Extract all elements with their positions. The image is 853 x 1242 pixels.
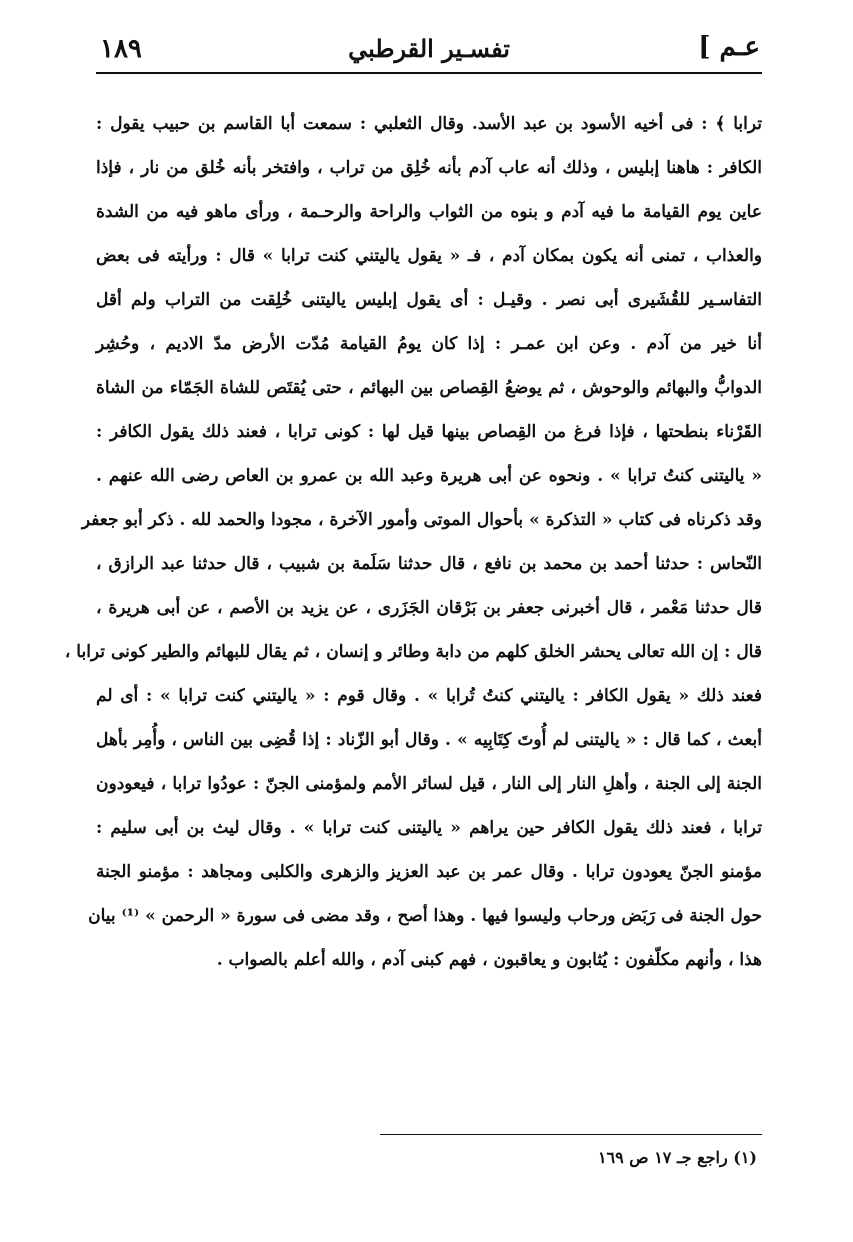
header-rule — [96, 72, 762, 74]
text-line: هذا ، وأنهم مكلّفون : يُثابون و يعاقبون ، فهم كبنى آدم ، والله أعلم بالصواب . — [216, 950, 762, 970]
text-line: فعند ذلك « يقول الكافر : ياليتني كنتُ تُرابا » . وقال قوم : « ياليتني كنت ترابا » : أى لم — [96, 686, 762, 706]
text-line: القَرْناء بنطحتها ، فإذا فرغ من القِصاص بينها قيل لها : كونى ترابا ، فعند ذلك يقول الكافر : — [96, 422, 762, 442]
page-header — [96, 26, 762, 70]
text-line: مؤمنو الجنّ يعودون ترابا . وقال عمر بن عبد العزيز والزهرى والكلبى ومجاهد : مؤمنو الجنة — [96, 862, 762, 882]
text-line: الكافر : هاهنا إبليس ، وذلك أنه عاب آدم بأنه خُلِق من تراب ، وافتخر بأنه خُلق من نار ، فإذا — [96, 158, 762, 178]
text-line: الدوابُّ والبهائم والوحوش ، ثم يوضعُ القِصاص بين البهائم ، حتى يُقتَص للشاة الجَمّاء من الشاة — [96, 378, 762, 398]
text-line: النّحاس : حدثنا أحمد بن محمد بن نافع ، قال حدثنا سَلَمة بن شبيب ، قال حدثنا عبد الرازق ، — [96, 554, 762, 574]
text-line: ترابا ، فعند ذلك يقول الكافر حين يراهم « ياليتنى كنت ترابا » . وقال ليث بن أبى سليم : — [96, 818, 762, 838]
text-line: قال : إن الله تعالى يحشر الخلق كلهم من دابة وطائر و إنسان ، ثم يقال للبهائم والطير كونى ترابا ، — [64, 642, 762, 662]
text-line: « ياليتنى كنتُ ترابا » . ونحوه عن أبى هريرة وعبد الله بن عمرو بن العاص رضى الله عنهم . — [96, 466, 762, 486]
page-number: ١٨٩ — [100, 34, 142, 64]
body-text — [64, 102, 762, 982]
text-line: والعذاب ، تمنى أنه يكون بمكان آدم ، فـ « يقول ياليتني كنت ترابا » قال : ورأيته فى بعض — [96, 246, 762, 266]
text-line: أنا خير من آدم . وعن ابن عمـر : إذا كان يومُ القيامة مُدّت الأرض مدّ الاديم ، وحُشِر — [96, 334, 762, 354]
text-line: الجنة إلى الجنة ، وأهلِ النار إلى النار ، قيل لسائر الأمم ولمؤمنى الجنّ : عودُوا ترابا ، فيعودون — [96, 774, 762, 794]
text-line: قال حدثنا مَعْمر ، قال أخبرنى جعفر بن بَرْقان الجَزَرى ، عن يزيد بن الأصم ، عن أبى هريرة ، — [96, 598, 762, 618]
footnote-rule — [380, 1134, 762, 1135]
text-line: أبعث ، كما قال : « ياليتنى لم أُوتَ كِتَابِيه » . وقال أبو الزّناد : إذا قُضِى بين الناس ، وأُمِر بأهل — [96, 730, 762, 750]
text-line: حول الجنة فى رَبَض ورحاب وليسوا فيها . وهذا أصح ، وقد مضى فى سورة « الرحمن » ⁽¹⁾ بيان — [88, 906, 762, 926]
surah-label: عـم ] — [698, 32, 760, 62]
text-line: التفاسـير للقُشَيرى أبى نصر . وقيـل : أى يقول إبليس ياليتنى خُلِقت من التراب ولم أقل — [96, 290, 762, 310]
running-title: تفسـير القرطبي — [348, 34, 510, 63]
text-line: وقد ذكرناه فى كتاب « التذكرة » بأحوال الموتى وأمور الآخرة ، مجودا والحمد لله . ذكر أبو جعفر — [81, 510, 762, 530]
text-line: ترابا ﴾ : فى أخيه الأسود بن عبد الأسد. وقال الثعلبي : سمعت أبا القاسم بن حبيب يقول : — [96, 114, 762, 134]
footnote: (١) راجع جـ ١٧ ص ١٦٩ — [597, 1148, 757, 1167]
text-line: عاين يوم القيامة ما فيه آدم و بنوه من الثواب والراحة والرحـمة ، ورأى ماهو فيه من الشدة — [96, 202, 762, 222]
